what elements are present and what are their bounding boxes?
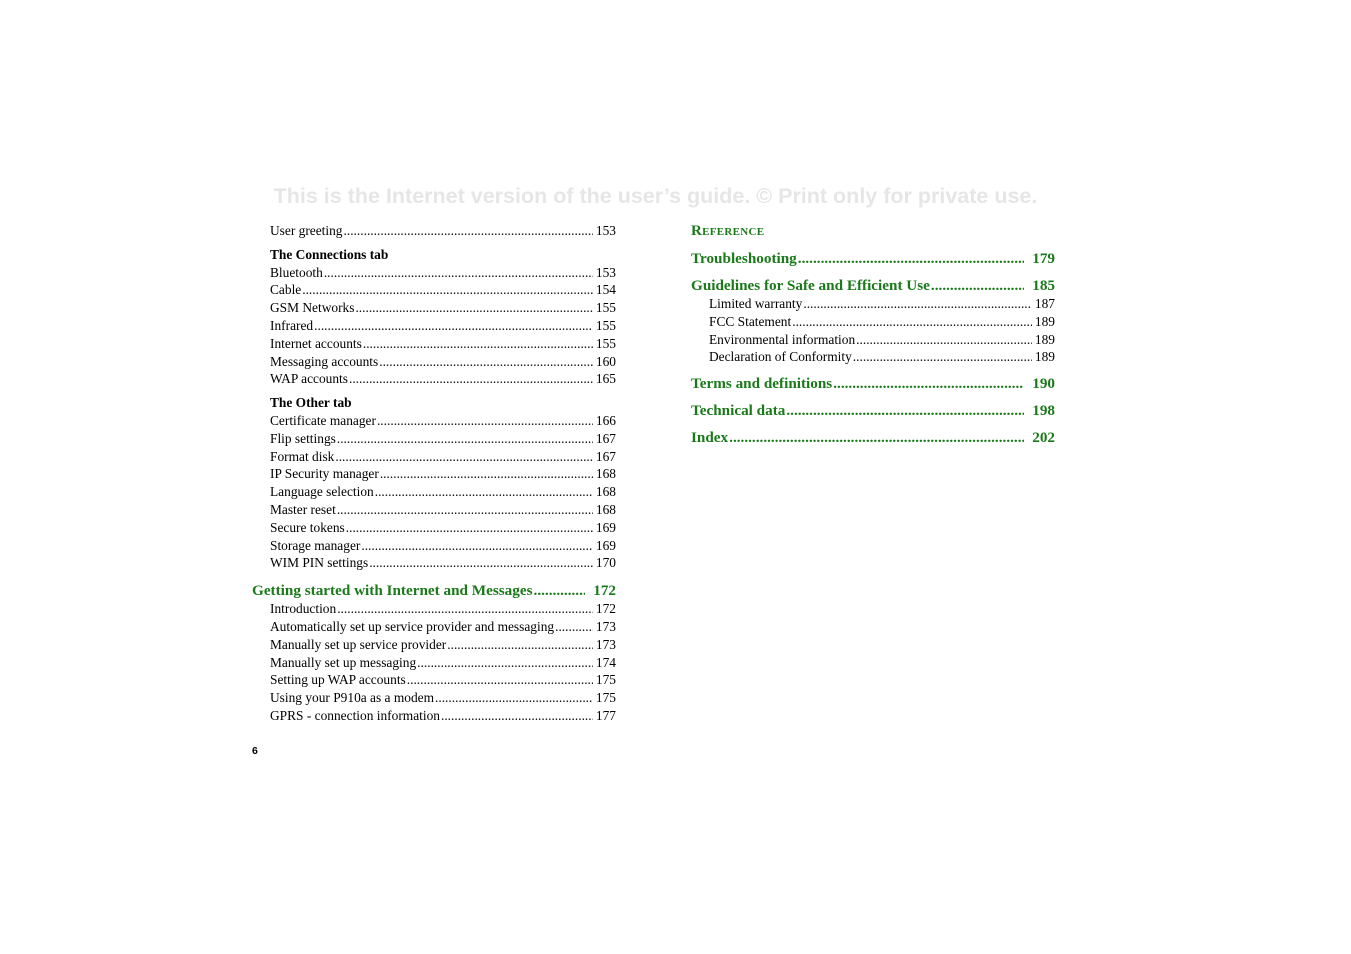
toc-entry-label: Messaging accounts bbox=[270, 353, 379, 369]
toc-entry[interactable] bbox=[270, 448, 616, 466]
toc-entry-page: 173 bbox=[595, 618, 616, 634]
toc-entry-label: Bluetooth bbox=[270, 264, 323, 280]
toc-left-column bbox=[252, 222, 616, 725]
toc-chapter-page: 198 bbox=[1032, 402, 1055, 420]
toc-chapter-terms[interactable] bbox=[691, 374, 1055, 393]
toc-entry-label: WAP accounts bbox=[270, 371, 348, 387]
toc-entry[interactable] bbox=[709, 348, 1055, 366]
toc-entry-label: Manually set up messaging bbox=[270, 654, 417, 670]
section-title-reference: Reference bbox=[691, 223, 765, 239]
toc-chapter-page: 185 bbox=[1032, 277, 1055, 294]
toc-entry-page: 154 bbox=[595, 282, 616, 298]
toc-entry[interactable] bbox=[270, 317, 616, 335]
toc-entry[interactable] bbox=[270, 636, 616, 654]
toc-entry-page: 175 bbox=[595, 690, 616, 706]
toc-entry[interactable] bbox=[270, 689, 616, 707]
toc-chapter-index[interactable] bbox=[691, 428, 1055, 447]
toc-entry-label: Storage manager bbox=[270, 537, 361, 553]
toc-entry-label: Master reset bbox=[270, 501, 336, 517]
toc-entry-page: 160 bbox=[595, 353, 616, 369]
toc-entry-label: FCC Statement bbox=[709, 313, 792, 329]
toc-entry-label: Using your P910a as a modem bbox=[270, 690, 435, 706]
toc-entry-page: 155 bbox=[595, 300, 616, 316]
toc-entry-page: 153 bbox=[595, 223, 616, 238]
watermark-text: This is the Internet version of the user’s guide. © Print only for private use. bbox=[273, 184, 1038, 208]
toc-entry-label: Infrared bbox=[270, 317, 314, 333]
toc-chapter-label: Index bbox=[691, 429, 729, 447]
toc-entry-page: 155 bbox=[595, 317, 616, 333]
toc-entry[interactable] bbox=[270, 671, 616, 689]
toc-chapter-label: Getting started with Internet and Messages bbox=[252, 582, 533, 600]
toc-entry-label: Manually set up service provider bbox=[270, 636, 447, 652]
toc-entry-label: Declaration of Conformity bbox=[709, 349, 852, 365]
section-heading-connections: The Connections tab bbox=[270, 246, 389, 262]
toc-entry-page: 177 bbox=[595, 707, 616, 723]
toc-entry-page: 168 bbox=[595, 501, 616, 517]
toc-entry-page: 175 bbox=[595, 672, 616, 688]
toc-entry-label: GSM Networks bbox=[270, 300, 355, 316]
toc-entry-page: 155 bbox=[595, 335, 616, 351]
toc-entry-label: Introduction bbox=[270, 601, 337, 617]
toc-entry[interactable] bbox=[709, 313, 1055, 331]
toc-chapter-page: 190 bbox=[1032, 375, 1055, 393]
toc-chapter-technical-data[interactable] bbox=[691, 401, 1055, 420]
toc-entry-page: 172 bbox=[595, 601, 616, 617]
toc-entry-label: Automatically set up service provider and messaging bbox=[270, 618, 555, 634]
toc-entry[interactable] bbox=[270, 554, 616, 572]
toc-entry[interactable] bbox=[270, 412, 616, 430]
toc-entry[interactable] bbox=[270, 519, 616, 537]
toc-entry-page: 170 bbox=[595, 555, 616, 571]
toc-entry[interactable] bbox=[270, 537, 616, 555]
toc-entry[interactable] bbox=[270, 264, 616, 282]
toc-chapter-label: Terms and definitions bbox=[691, 375, 833, 393]
toc-entry-label: Certificate manager bbox=[270, 412, 376, 428]
toc-entry-page: 168 bbox=[595, 484, 616, 500]
toc-entry-label: Limited warranty bbox=[709, 296, 803, 311]
toc-entry-label: Setting up WAP accounts bbox=[270, 672, 406, 688]
toc-entry-page: 189 bbox=[1034, 331, 1055, 347]
toc-right-column bbox=[691, 222, 1055, 447]
toc-entry-page: 189 bbox=[1034, 313, 1055, 329]
section-heading-other: The Other tab bbox=[270, 395, 352, 411]
toc-entry[interactable] bbox=[270, 353, 616, 371]
toc-entry-page: 169 bbox=[595, 519, 616, 535]
toc-chapter-troubleshooting[interactable] bbox=[691, 249, 1055, 268]
page-number: 6 bbox=[252, 745, 258, 757]
toc-chapter-label: Troubleshooting bbox=[691, 250, 797, 267]
toc-entry[interactable] bbox=[709, 295, 1055, 313]
toc-entry-page: 174 bbox=[595, 654, 616, 670]
toc-entry-label: Environmental information bbox=[709, 331, 856, 347]
toc-entry-page: 166 bbox=[595, 412, 616, 428]
toc-entry[interactable] bbox=[270, 618, 616, 636]
toc-entry[interactable] bbox=[270, 707, 616, 725]
toc-entry-label: Language selection bbox=[270, 484, 374, 500]
toc-entry-label: Flip settings bbox=[270, 430, 336, 446]
toc-entry[interactable] bbox=[270, 654, 616, 672]
toc-entry-page: 187 bbox=[1034, 296, 1055, 311]
toc-entry-label: IP Security manager bbox=[270, 466, 379, 482]
toc-entry-page: 167 bbox=[595, 448, 616, 464]
toc-entry-label: GPRS - connection information bbox=[270, 707, 440, 723]
toc-entry-label: Format disk bbox=[270, 448, 335, 464]
toc-entry-page: 167 bbox=[595, 430, 616, 446]
toc-entry[interactable] bbox=[270, 335, 616, 353]
toc-entry[interactable] bbox=[270, 465, 616, 483]
toc-entry-page: 173 bbox=[595, 636, 616, 652]
toc-chapter-label: Technical data bbox=[691, 402, 786, 420]
toc-entry[interactable] bbox=[270, 430, 616, 448]
toc-entry[interactable] bbox=[270, 600, 616, 618]
toc-entry[interactable] bbox=[270, 281, 616, 299]
toc-entry[interactable] bbox=[709, 331, 1055, 349]
toc-chapter-getting-started[interactable] bbox=[252, 581, 616, 600]
toc-entry-page: 165 bbox=[595, 371, 616, 387]
toc-chapter-label: Guidelines for Safe and Efficient Use bbox=[691, 277, 930, 294]
toc-chapter-guidelines[interactable] bbox=[691, 276, 1055, 295]
toc-entry-label: Secure tokens bbox=[270, 519, 345, 535]
toc-entry-page: 153 bbox=[595, 264, 616, 280]
toc-entry-page: 168 bbox=[595, 466, 616, 482]
toc-chapter-page: 202 bbox=[1032, 429, 1055, 447]
toc-entry[interactable] bbox=[270, 299, 616, 317]
toc-entry-label: WIM PIN settings bbox=[270, 555, 369, 571]
toc-entry-page: 189 bbox=[1034, 349, 1055, 365]
toc-entry-label: Cable bbox=[270, 282, 302, 298]
toc-chapter-page: 179 bbox=[1032, 250, 1055, 267]
toc-entry[interactable] bbox=[270, 483, 616, 501]
toc-entry-page: 169 bbox=[595, 537, 616, 553]
toc-chapter-page: 172 bbox=[593, 582, 616, 600]
toc-entry[interactable] bbox=[270, 222, 616, 240]
toc-entry[interactable] bbox=[270, 370, 616, 388]
toc-entry-label: User greeting bbox=[270, 223, 343, 238]
toc-entry[interactable] bbox=[270, 501, 616, 519]
toc-entry-label: Internet accounts bbox=[270, 335, 362, 351]
